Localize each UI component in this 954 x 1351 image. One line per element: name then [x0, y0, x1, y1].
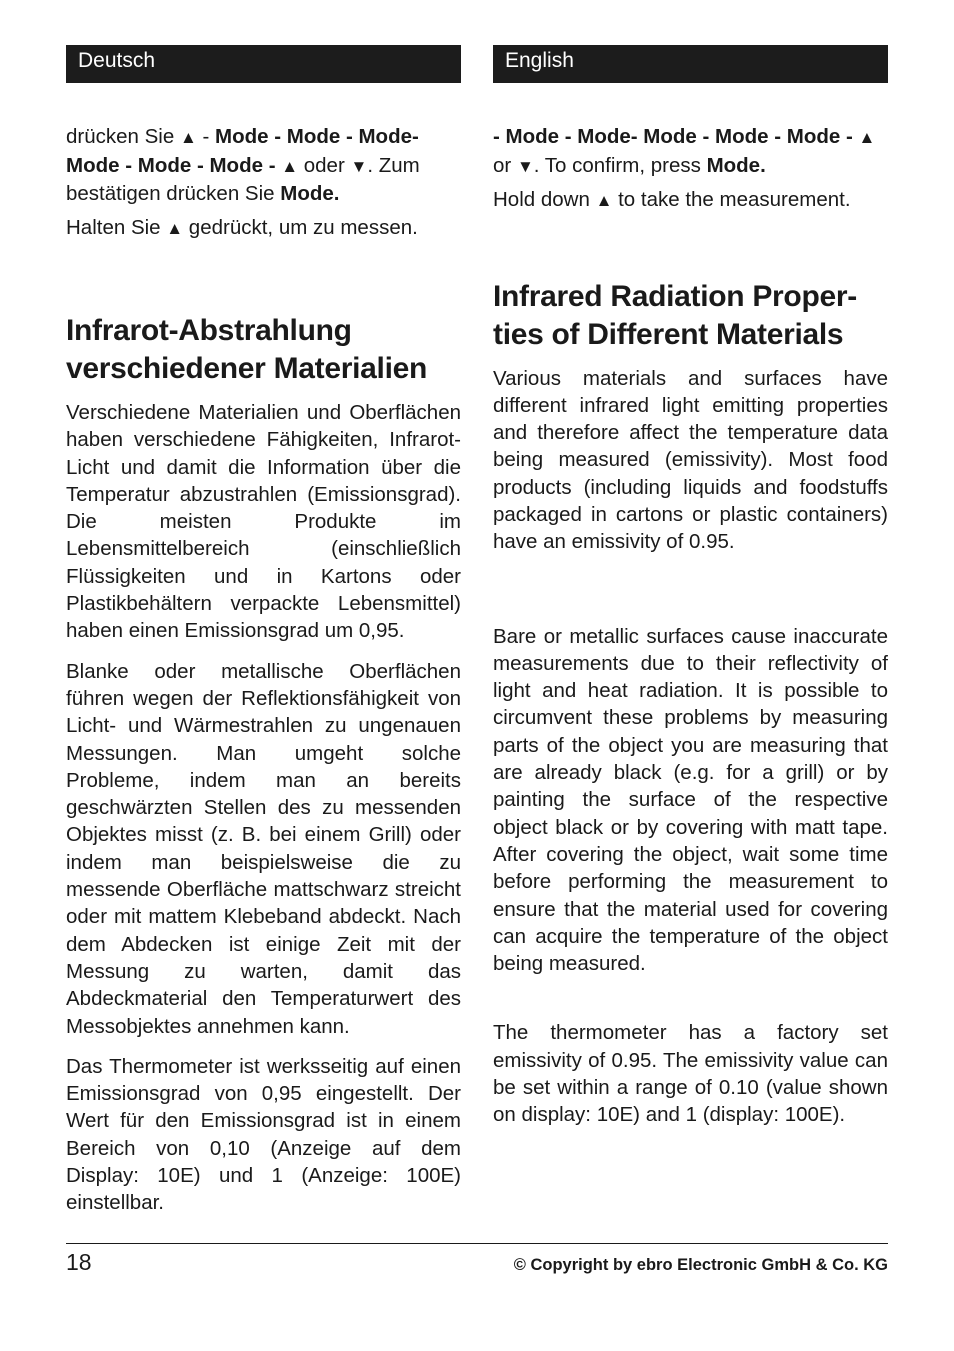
paragraph-metallic-surfaces: Bare or metallic surfaces cause inaccurate measurements due to their reflectivity of light and heat radiation. It is possible to circumvent these problems by measuring parts of the object you are measuring that are already black (e.g. for a grill) or by painting the surface of the respective object black or by covering with matt tape. After covering the object, wait some time before performing the measurement to ensure that the material used for covering can acquire the temperature of the object being measured. — [493, 624, 888, 976]
up-arrow-icon: ▲ — [595, 191, 613, 210]
hold-text: to take the measurement. — [612, 188, 851, 211]
copyright-notice: © Copyright by ebro Electronic GmbH & Co. KG — [513, 1256, 888, 1274]
down-arrow-icon: ▼ — [350, 156, 368, 176]
heading-line: Infrared Radiation Proper- — [493, 279, 857, 313]
intro-paragraph — [66, 123, 461, 208]
intro-text: . Zum bestätigen drücken Sie — [66, 153, 420, 205]
heading-line: ties of Different Materials — [493, 317, 844, 351]
section-heading — [493, 278, 888, 354]
language-bar-english — [493, 45, 888, 83]
up-arrow-icon: ▲ — [858, 128, 876, 147]
mode-confirm: Mode. — [280, 182, 340, 205]
intro-text: . To confirm, press — [533, 153, 707, 177]
language-label: Deutsch — [78, 49, 156, 72]
intro-text: or — [493, 153, 517, 177]
up-arrow-icon: ▲ — [179, 128, 197, 147]
up-arrow-icon: ▲ — [166, 218, 184, 238]
intro-text: - — [196, 125, 215, 148]
intro-instructions — [66, 123, 461, 242]
paragraph-factory-setting: The thermometer has a factory set emissivity of 0.95. The emissivity value can be set within a range of 0.10 (value shown on display: 10E) and 1 (display: 100E). — [493, 1021, 888, 1127]
language-bar-german — [66, 45, 461, 83]
mode-confirm: Mode. — [706, 153, 766, 177]
german-column — [66, 45, 461, 1217]
hold-instruction — [493, 186, 888, 215]
section-body — [66, 399, 461, 1217]
up-arrow-icon: ▲ — [281, 156, 299, 176]
intro-paragraph — [493, 123, 888, 180]
mode-sequence: Mode - Mode - Mode-Mode - Mode - Mode - — [66, 125, 419, 177]
paragraph-emissivity: Various materials and surfaces have different infrared light emitting properties and therefore affect the temperature data being measured (emissivity). Most food products (including liquids and foodstuffs packaged in cartons or plastic containers) have an emissivity of 0.95. — [493, 366, 888, 554]
page-number: 18 — [66, 1249, 92, 1275]
section-heading — [66, 312, 461, 388]
heading-line: verschiedener Materialien — [66, 352, 428, 385]
intro-instructions — [493, 123, 888, 215]
paragraph-factory-setting: Das Thermometer ist werksseitig auf einen Emissionsgrad von 0,95 eingestellt. Der Wert für den Emissionsgrad ist in einem Bereich von 0,10 (Anzeige auf dem Display: 10E) und 1 (Anzeige: 100E) einstellbar. — [66, 1054, 461, 1215]
mode-sequence: - Mode - Mode- Mode - Mode - Mode - — [493, 125, 859, 148]
paragraph-emissivity: Verschiedene Materialien und Oberflächen haben verschiedene Fähigkeiten, Infrarot-Licht und damit die Information über die Temperatur abzustrahlen (Emissionsgrad). Die meisten Produkte im Lebensmittelbereich (einschließlich Flüssigkeiten und in Kartons oder Plastikbehältern verpackte Lebensmittel) haben einen Emissionsgrad um 0,95. — [66, 401, 461, 643]
english-column — [493, 45, 888, 1129]
intro-text: oder — [298, 153, 351, 177]
language-label: English — [505, 49, 574, 72]
hold-text: gedrückt, um zu messen. — [183, 215, 418, 239]
hold-instruction — [66, 214, 461, 243]
paragraph-metallic-surfaces: Blanke oder metallische Oberflächen führen wegen der Reflektionsfähigkeit von Licht- und Wärmestrahlen zu ungenauen Messungen. Man umgeht solche Probleme, indem man an bereits geschwärzten Stellen des zu messenden Objektes misst (z. B. bei einem Grill) oder indem man beispielsweise die zu messende Oberfläche mattschwarz streicht oder mit mattem Klebeband abdeckt. Nach dem Abdecken ist einige Zeit mit der Messung zu warten, damit das Abdeckmaterial den Temperaturwert des Messobjektes annehmen kann. — [66, 659, 461, 1038]
section-body — [493, 365, 888, 1129]
down-arrow-icon: ▼ — [516, 156, 534, 176]
hold-text: Hold down — [493, 188, 596, 211]
hold-text: Halten Sie — [66, 215, 167, 239]
heading-line: Infrarot-Abstrahlung — [66, 314, 352, 347]
intro-text: drücken Sie — [66, 125, 180, 148]
footer-divider — [66, 1243, 888, 1244]
